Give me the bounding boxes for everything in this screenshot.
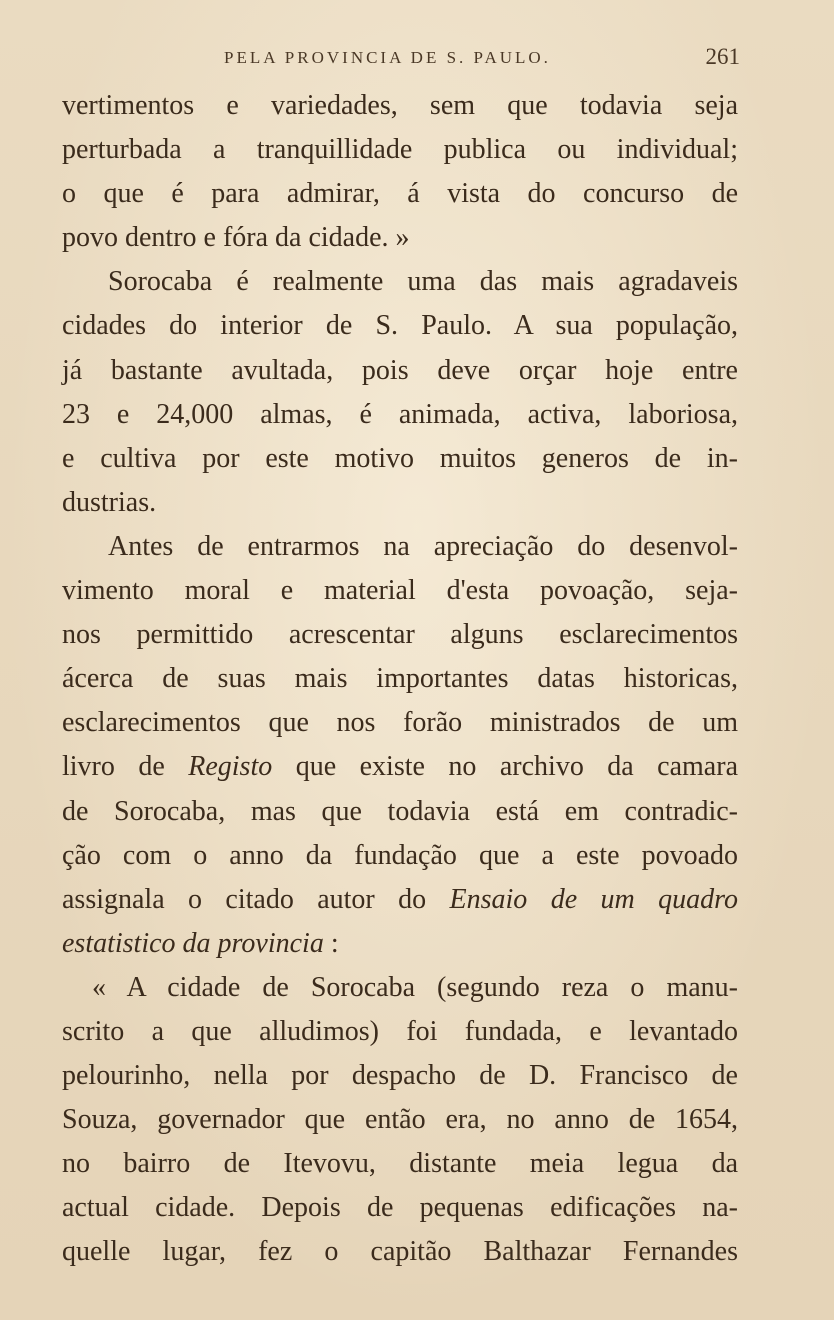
running-head xyxy=(64,44,740,72)
text-line: quelle lugar, fez o capitão Balthazar Fernandes xyxy=(62,1236,738,1268)
text-line: no bairro de Itevovu, distante meia legua da xyxy=(62,1148,738,1180)
text-line: povo dentro e fóra da cidade. » xyxy=(62,222,410,254)
text-line: scrito a que alludimos) foi fundada, e levantado xyxy=(62,1015,738,1047)
text-line: pelourinho, nella por despacho de D. Francisco de xyxy=(62,1060,738,1092)
text-line: nos permittido acrescentar alguns esclarecimentos xyxy=(62,619,738,651)
text-line: vimento moral e material d'esta povoação, seja- xyxy=(62,575,738,607)
text-line: ácerca de suas mais importantes datas historicas, xyxy=(62,663,738,695)
paragraph-start-line: Antes de entrarmos na apreciação do desenvol- xyxy=(108,530,738,562)
line-text: que existe no archivo da camara xyxy=(272,751,738,783)
text-line: Souza, governador que então era, no anno de 1654, xyxy=(62,1104,738,1136)
text-line: de Sorocaba, mas que todavia está em contradic- xyxy=(62,795,738,827)
text-line: actual cidade. Depois de pequenas edificações na- xyxy=(62,1192,738,1224)
text-line-with-italic xyxy=(62,745,738,789)
page-number: 261 xyxy=(705,44,740,69)
italic-title: estatistico da provincia xyxy=(62,927,324,959)
text-line: já bastante avultada, pois deve orçar hoje entre xyxy=(62,354,738,386)
running-title: PELA PROVINCIA DE S. PAULO. xyxy=(224,48,551,67)
text-line-with-italic xyxy=(62,922,738,966)
paragraph-start-line: Sorocaba é realmente uma das mais agradaveis xyxy=(108,266,738,298)
line-text: livro de xyxy=(62,751,189,783)
text-line: cidades do interior de S. Paulo. A sua população, xyxy=(62,310,738,342)
text-line: 23 e 24,000 almas, é animada, activa, laboriosa, xyxy=(62,398,738,430)
text-body xyxy=(62,84,738,1275)
text-line: perturbada a tranquillidade publica ou individual; xyxy=(62,134,738,166)
text-line: dustrias. xyxy=(62,486,157,518)
line-text: assignala o citado autor do xyxy=(62,883,450,915)
text-line-with-italic xyxy=(62,878,738,922)
italic-title: Registo xyxy=(188,751,273,783)
text-line: vertimentos e variedades, sem que todavia seja xyxy=(62,90,738,121)
text-line: o que é para admirar, á vista do concurso de xyxy=(62,178,738,210)
text-line: e cultiva por este motivo muitos generos de in- xyxy=(62,442,738,474)
text-line: esclarecimentos que nos forão ministrados de um xyxy=(62,707,738,739)
text-line: ção com o anno da fundação que a este povoado xyxy=(62,839,738,871)
line-text: : xyxy=(323,927,339,959)
italic-title: Ensaio de um quadro xyxy=(449,883,738,915)
quotation-start-line: « A cidade de Sorocaba (segundo reza o manu- xyxy=(92,971,738,1003)
